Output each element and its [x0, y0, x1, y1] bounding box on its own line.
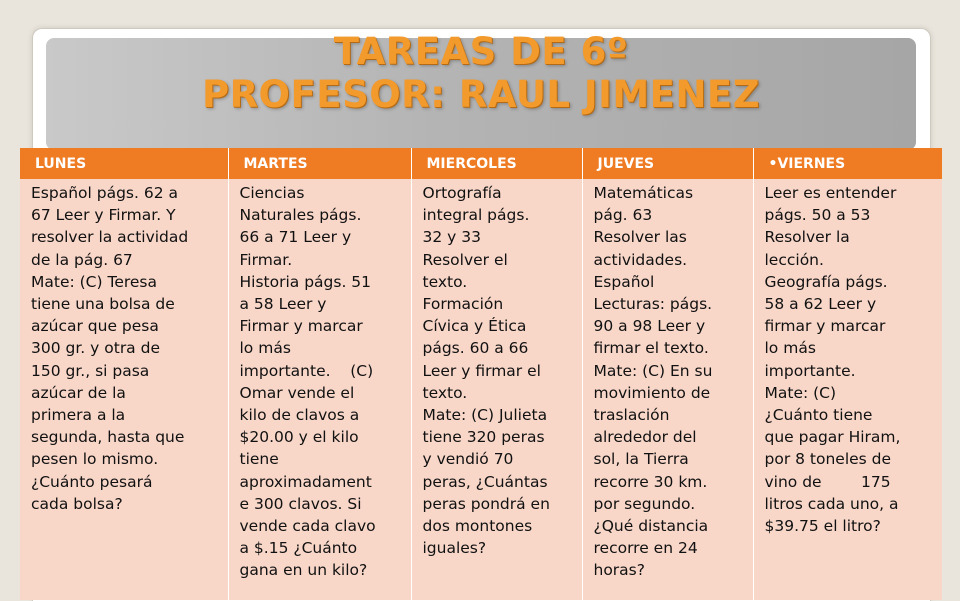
cell-martes: Ciencias Naturales págs. 66 a 71 Leer y Firmar. Historia págs. 51 a 58 Leer y Firmar y marcar lo más importante. (C) Omar vende el kilo de clavos a $20.00 y el kilo tiene aproximadament e 300 clavos. Si vende cada clavo a $.15 ¿Cuánto gana en un kilo?: [228, 179, 411, 600]
title-line-1: TAREAS DE 6º: [333, 30, 629, 73]
cell-jueves: Matemáticas pág. 63 Resolver las actividades. Español Lecturas: págs. 90 a 98 Leer y firmar el texto. Mate: (C) En su movimiento de traslación alrededor del sol, la Tierra recorre 30 km. por segundo. ¿Qué distancia recorre en 24 horas?: [582, 179, 753, 600]
title-line-2: PROFESOR: RAUL JIMENEZ: [201, 73, 761, 116]
header-martes: MARTES: [228, 148, 411, 179]
cell-viernes: Leer es entender págs. 50 a 53 Resolver la lección. Geografía págs. 58 a 62 Leer y firmar y marcar lo más importante. Mate: (C) ¿Cuánto tiene que pagar Hiram, por 8 toneles de vino de 175 litros cada uno, a $39.75 el litro?: [753, 179, 942, 600]
header-lunes: LUNES: [20, 148, 228, 179]
header-row: [20, 148, 942, 179]
cell-miercoles: Ortografía integral págs. 32 y 33 Resolver el texto. Formación Cívica y Ética págs. 60 a 66 Leer y firmar el texto. Mate: (C) Julieta tiene 320 peras y vendió 70 peras, ¿Cuántas peras pondrá en dos montones iguales?: [411, 179, 582, 600]
homework-table: [20, 148, 942, 600]
table-row: [20, 179, 942, 600]
header-miercoles: MIERCOLES: [411, 148, 582, 179]
header-jueves: JUEVES: [582, 148, 753, 179]
cell-lunes: Español págs. 62 a 67 Leer y Firmar. Y resolver la actividad de la pág. 67 Mate: (C) Teresa tiene una bolsa de azúcar que pesa 300 gr. y otra de 150 gr., si pasa azúcar de la primera a la segunda, hasta que pesen lo mismo. ¿Cuánto pesará cada bolsa?: [20, 179, 228, 600]
header-viernes: •VIERNES: [753, 148, 942, 179]
page-title: [46, 30, 916, 116]
